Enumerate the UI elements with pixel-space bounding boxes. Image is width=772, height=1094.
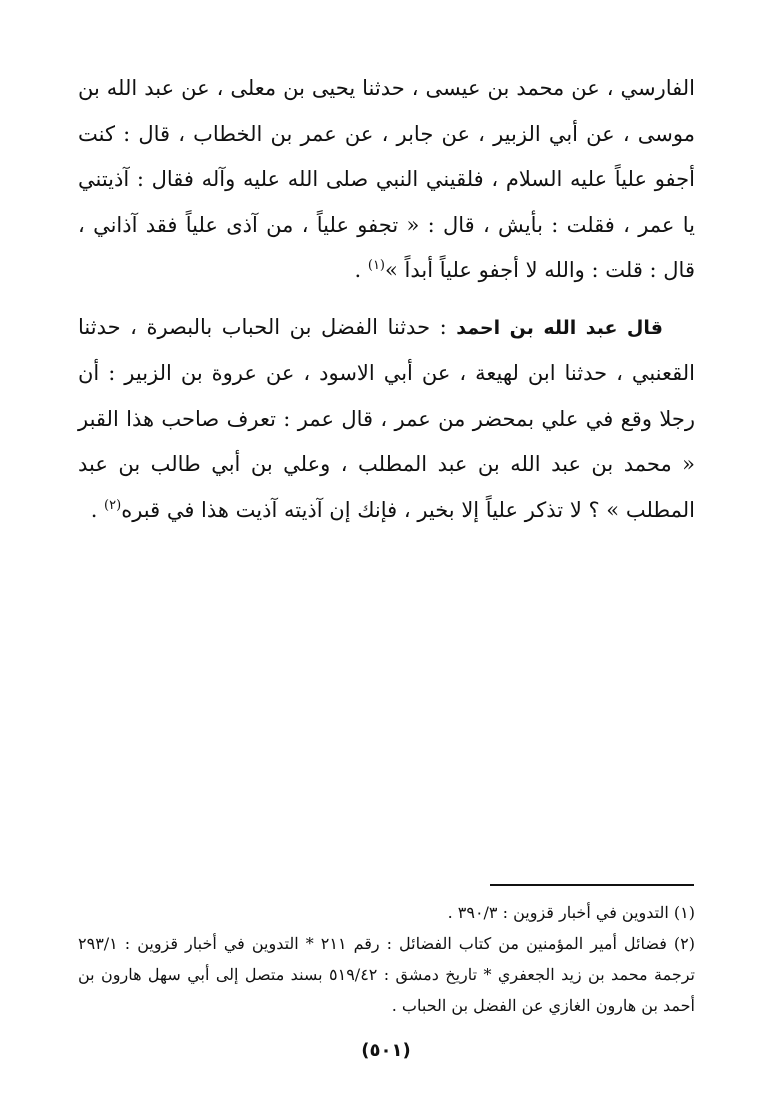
page-number: (٥٠١): [361, 1040, 411, 1061]
footnote-ref-1: (١): [367, 258, 385, 273]
footnote-ref-2: (٢): [104, 497, 122, 513]
paragraph-2-text: : حدثنا الفضل بن الحباب بالبصرة ، حدثنا القعنبي ، حدثنا ابن لهيعة ، عن أبي الاسود ، عن عروة بن الزبير : أن رجلا وقع في علي بمحضر من عمر ، قال عمر : تعرف صاحب هذا القبر « محمد بن عبد الله بن عبد المطلب ، وعلي بن أبي طالب بن عبد المطلب » ؟ لا تذكر علياً إلا بخير ، فإنك إن آذيته آذيت هذا في قبره: [78, 314, 695, 522]
paragraph-1-end: .: [354, 258, 368, 282]
narrator-heading: قال عبد الله بن احمد: [456, 316, 663, 339]
paragraph-2: [78, 305, 695, 534]
footnote-2: (٢) فضائل أمير المؤمنين من كتاب الفضائل : رقم ٢١١ * التدوين في أخبار قزوين : ٢٩٣/١ ترجمة محمد بن زيد الجعفري * تاريخ دمشق : ٥١٩/٤٢ بسند متصل إلى أبي سهل هارون بن أحمد بن هارون الغازي عن الفضل بن الحباب .: [78, 934, 696, 1015]
footnotes: [78, 897, 695, 1021]
main-text: [78, 66, 695, 533]
footnote-divider: [490, 884, 694, 886]
paragraph-1: [78, 66, 695, 294]
footnote-1: (١) التدوين في أخبار قزوين : ٣٩٠/٣ .: [447, 903, 695, 922]
paragraph-2-end: .: [90, 497, 105, 522]
paragraph-1-text: الفارسي ، عن محمد بن عيسى ، حدثنا يحيى بن معلى ، عن عبد الله بن موسى ، عن أبي الزبير ، عن جابر ، عن عمر بن الخطاب ، قال : كنت أجفو علياً عليه السلام ، فلقيني النبي صلى الله عليه وآله فقال : آذيتني يا عمر ، فقلت : بأيش ، قال : « تجفو علياً ، من آذى علياً فقد آذاني ، قال : قلت : والله لا أجفو علياً أبداً »: [78, 76, 695, 282]
